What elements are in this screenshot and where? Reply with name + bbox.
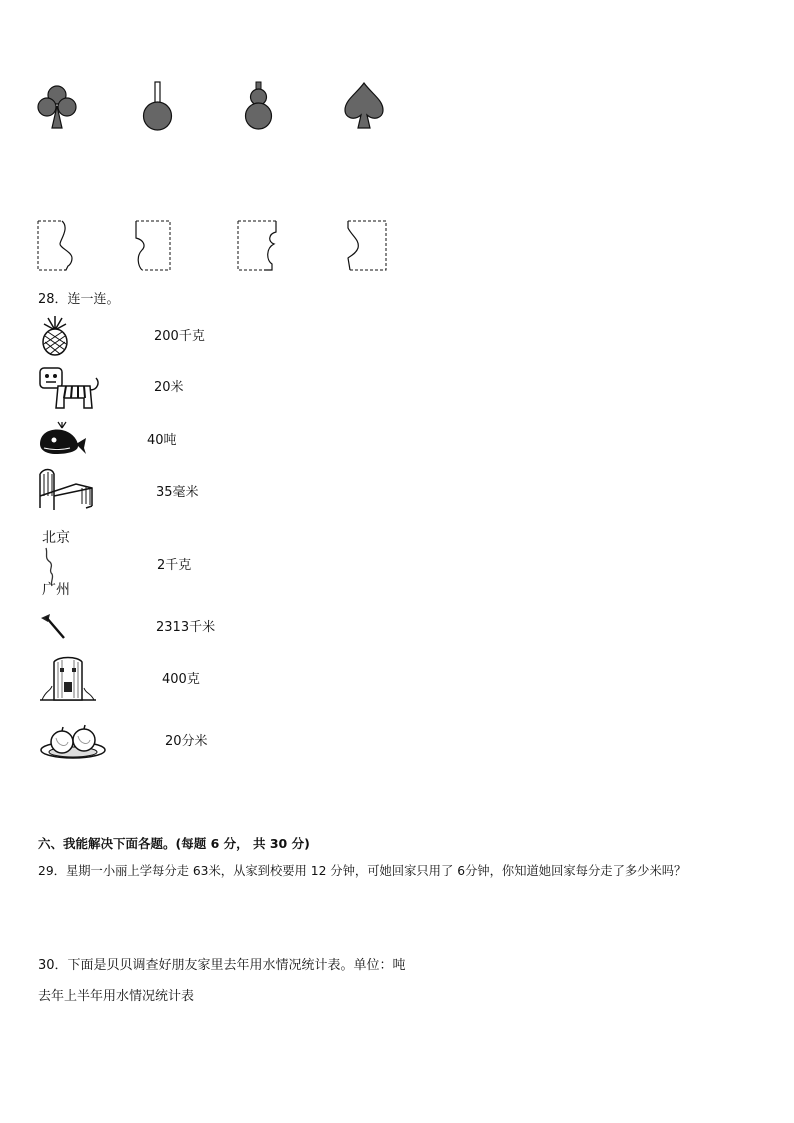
gourd-half [236, 218, 280, 274]
tiger-icon [38, 364, 102, 414]
bed-icon [36, 466, 96, 512]
section6-heading: 六、我能解决下面各题。(每题 6 分， 共 30 分) [38, 836, 310, 851]
fruit-plate-icon [38, 722, 108, 762]
beijing-guangzhou-map [38, 528, 82, 602]
q30-text: 30．下面是贝贝调查好朋友家里去年用水情况统计表。单位：吨 [38, 958, 406, 973]
club-shape [36, 84, 78, 130]
gourd-shape [242, 80, 276, 132]
q30-table-title: 去年上半年用水情况统计表 [38, 989, 195, 1004]
value-2kg: 2千克 [157, 558, 192, 573]
spade-half [344, 218, 388, 274]
club-half [36, 218, 78, 274]
q28-title: 28．连一连。 [38, 292, 120, 307]
whale-icon [36, 420, 88, 458]
spade-shape [342, 80, 386, 132]
value-20dm: 20分米 [165, 734, 208, 749]
value-200kg: 200千克 [154, 329, 205, 344]
building-icon [38, 652, 98, 702]
map-label-guangzhou: 广州 [42, 582, 70, 598]
value-20m: 20米 [154, 380, 184, 395]
q29-text: 29．星期一小丽上学每分走 63米，从家到校要用 12 分钟，可她回家只用了 6分钟，你知道她回家每分走了多少米吗？ [38, 864, 687, 878]
racket-half [130, 218, 174, 274]
racket-shape [140, 80, 176, 132]
pineapple-icon [38, 316, 72, 356]
value-35mm: 35毫米 [156, 485, 199, 500]
nail-icon [38, 612, 68, 642]
value-40t: 40吨 [147, 433, 177, 448]
value-400g: 400克 [162, 672, 200, 687]
map-label-beijing: 北京 [42, 530, 70, 546]
value-2313km: 2313千米 [156, 620, 216, 635]
